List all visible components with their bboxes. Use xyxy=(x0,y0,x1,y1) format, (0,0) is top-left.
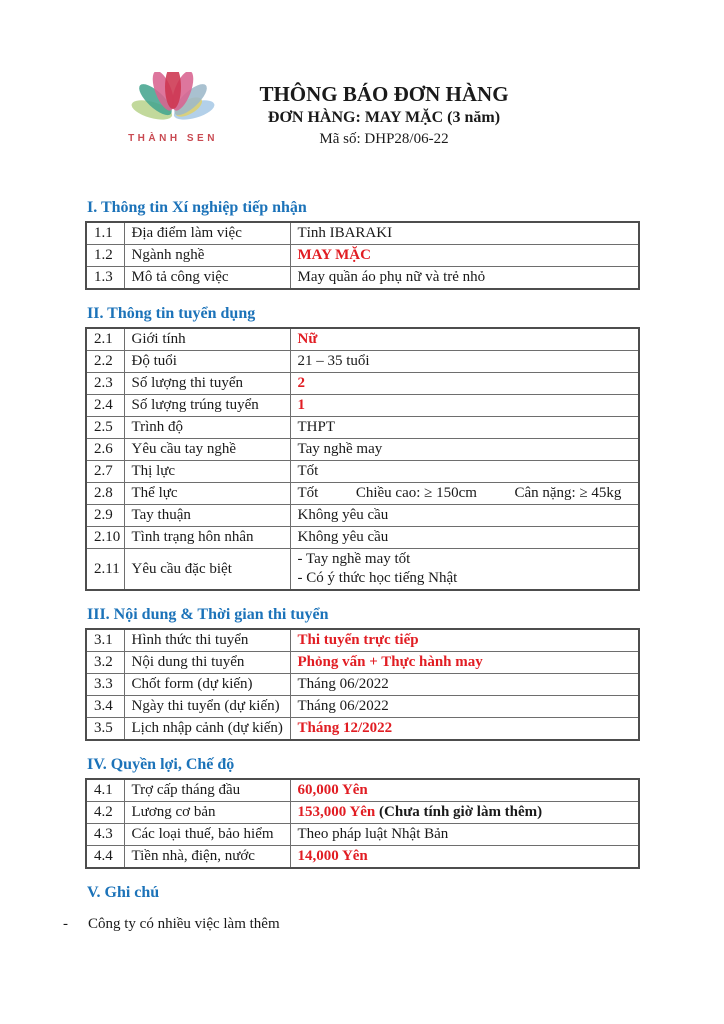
row-value xyxy=(290,779,639,802)
row-label: Lịch nhập cảnh (dự kiến) xyxy=(124,718,290,741)
value-line xyxy=(298,697,635,716)
document-title: THÔNG BÁO ĐƠN HÀNG xyxy=(259,82,509,106)
value-line xyxy=(298,224,635,243)
value-line xyxy=(298,506,635,525)
row-number: 2.7 xyxy=(86,461,124,483)
order-code: Mã số: DHP28/06-22 xyxy=(319,131,449,147)
table-row xyxy=(86,439,639,461)
row-number: 3.4 xyxy=(86,696,124,718)
row-value xyxy=(290,549,639,591)
section-heading-V: V. Ghi chú xyxy=(87,884,160,901)
row-number: 1.1 xyxy=(86,222,124,245)
value-line xyxy=(298,374,635,393)
row-label: Nội dung thi tuyển xyxy=(124,652,290,674)
value-line xyxy=(298,528,635,547)
row-number: 3.5 xyxy=(86,718,124,741)
value-line xyxy=(298,825,635,844)
row-label: Chốt form (dự kiến) xyxy=(124,674,290,696)
row-value xyxy=(290,222,639,245)
row-value xyxy=(290,328,639,351)
value-text: Tháng 06/2022 xyxy=(297,698,389,714)
value-line xyxy=(298,352,635,371)
row-value xyxy=(290,439,639,461)
row-number: 3.2 xyxy=(86,652,124,674)
value-line xyxy=(298,418,635,437)
section-heading-I: I. Thông tin Xí nghiệp tiếp nhận xyxy=(87,199,307,216)
value-text: Không yêu cầu xyxy=(297,529,389,545)
value-text: Thi tuyển trực tiếp xyxy=(297,632,419,648)
row-label: Ngày thi tuyển (dự kiến) xyxy=(124,696,290,718)
row-number: 2.6 xyxy=(86,439,124,461)
value-text: Theo pháp luật Nhật Bản xyxy=(297,826,449,842)
table-row xyxy=(86,824,639,846)
row-label: Tình trạng hôn nhân xyxy=(124,527,290,549)
value-text: Tháng 06/2022 xyxy=(297,676,389,692)
table-row xyxy=(86,718,639,741)
table-row xyxy=(86,527,639,549)
row-value xyxy=(290,483,639,505)
document-header xyxy=(0,0,724,162)
value-line xyxy=(298,440,635,459)
value-text: - Tay nghề may tốt xyxy=(297,551,411,567)
value-line xyxy=(298,396,635,415)
table-row xyxy=(86,652,639,674)
row-number: 2.10 xyxy=(86,527,124,549)
row-number: 2.2 xyxy=(86,351,124,373)
value-text: Không yêu cầu xyxy=(297,507,389,523)
row-value xyxy=(290,696,639,718)
section-heading-III: III. Nội dung & Thời gian thi tuyển xyxy=(87,606,329,623)
row-label: Giới tính xyxy=(124,328,290,351)
value-line xyxy=(298,653,635,672)
value-text: 14,000 Yên xyxy=(297,848,368,864)
row-label: Lương cơ bản xyxy=(124,802,290,824)
row-label: Độ tuổi xyxy=(124,351,290,373)
table-row xyxy=(86,267,639,290)
value-text: Tỉnh IBARAKI xyxy=(297,225,393,241)
value-text: - Có ý thức học tiếng Nhật xyxy=(297,570,458,586)
value-line xyxy=(298,484,635,503)
value-text: 21 – 35 tuổi xyxy=(297,353,370,369)
section-table-IV xyxy=(85,778,640,869)
row-label: Thể lực xyxy=(124,483,290,505)
row-label: Tay thuận xyxy=(124,505,290,527)
section-I xyxy=(85,199,640,290)
row-value xyxy=(290,505,639,527)
row-value xyxy=(290,846,639,869)
table-row xyxy=(86,417,639,439)
section-II xyxy=(85,305,640,591)
table-row xyxy=(86,802,639,824)
value-line xyxy=(298,631,635,650)
row-label: Số lượng trúng tuyển xyxy=(124,395,290,417)
row-number: 1.3 xyxy=(86,267,124,290)
row-label: Thị lực xyxy=(124,461,290,483)
section-table-I xyxy=(85,221,640,290)
value-text: Tốt xyxy=(297,463,319,479)
row-value xyxy=(290,351,639,373)
row-number: 2.11 xyxy=(86,549,124,591)
document-body xyxy=(63,199,640,934)
row-label: Số lượng thi tuyển xyxy=(124,373,290,395)
row-value xyxy=(290,461,639,483)
value-line xyxy=(298,781,635,800)
row-number: 2.5 xyxy=(86,417,124,439)
lotus-flower-icon xyxy=(123,72,223,132)
row-number: 3.1 xyxy=(86,629,124,652)
row-label: Mô tả công việc xyxy=(124,267,290,290)
header-text-block xyxy=(259,82,508,148)
row-number: 2.8 xyxy=(86,483,124,505)
row-number: 2.4 xyxy=(86,395,124,417)
value-text: 2 xyxy=(297,375,305,391)
row-value xyxy=(290,417,639,439)
row-label: Địa điểm làm việc xyxy=(124,222,290,245)
table-row xyxy=(86,629,639,652)
value-line xyxy=(298,803,635,822)
note-item xyxy=(63,915,640,934)
table-row xyxy=(86,395,639,417)
value-text: MAY MẶC xyxy=(297,247,371,263)
section-IV xyxy=(85,756,640,869)
table-row xyxy=(86,328,639,351)
row-value xyxy=(290,245,639,267)
section-III xyxy=(85,606,640,741)
row-number: 1.2 xyxy=(86,245,124,267)
row-value xyxy=(290,267,639,290)
value-line xyxy=(298,550,635,569)
table-row xyxy=(86,696,639,718)
row-value xyxy=(290,527,639,549)
value-text: THPT xyxy=(297,419,335,435)
section-table-II xyxy=(85,327,640,591)
order-subtitle: ĐƠN HÀNG: MAY MẶC (3 năm) xyxy=(267,109,501,126)
row-label: Trợ cấp tháng đầu xyxy=(124,779,290,802)
row-number: 2.1 xyxy=(86,328,124,351)
table-row xyxy=(86,846,639,869)
value-text: (Chưa tính giờ làm thêm) xyxy=(375,804,543,820)
row-value xyxy=(290,824,639,846)
row-value xyxy=(290,373,639,395)
row-label: Trình độ xyxy=(124,417,290,439)
value-line xyxy=(298,719,635,738)
value-line xyxy=(298,462,635,481)
row-number: 4.3 xyxy=(86,824,124,846)
table-row xyxy=(86,505,639,527)
value-text: Tay nghề may xyxy=(297,441,383,457)
table-row xyxy=(86,549,639,591)
row-value xyxy=(290,802,639,824)
value-text: Nữ xyxy=(297,331,318,347)
value-text: Tháng 12/2022 xyxy=(297,720,393,736)
row-number: 4.4 xyxy=(86,846,124,869)
row-number: 4.1 xyxy=(86,779,124,802)
row-value xyxy=(290,652,639,674)
value-line xyxy=(298,330,635,349)
table-row xyxy=(86,245,639,267)
value-text: Tốt Chiều cao: ≥ 150cm Cân nặng: ≥ 45kg xyxy=(297,485,622,501)
logo-brand-text: THÀNH SEN xyxy=(128,133,218,144)
row-value xyxy=(290,395,639,417)
row-number: 4.2 xyxy=(86,802,124,824)
table-row xyxy=(86,351,639,373)
row-label: Yêu cầu tay nghề xyxy=(124,439,290,461)
section-V xyxy=(63,884,640,934)
row-value xyxy=(290,674,639,696)
section-table-III xyxy=(85,628,640,741)
value-text: 153,000 Yên xyxy=(297,804,376,820)
table-row xyxy=(86,373,639,395)
table-row xyxy=(86,222,639,245)
bullet-dash: - xyxy=(63,916,68,932)
section-heading-IV: IV. Quyền lợi, Chế độ xyxy=(87,756,235,773)
value-line xyxy=(298,246,635,265)
table-row xyxy=(86,674,639,696)
row-value xyxy=(290,629,639,652)
note-text: Công ty có nhiều việc làm thêm xyxy=(88,916,280,932)
section-heading-II: II. Thông tin tuyển dụng xyxy=(87,305,256,322)
row-label: Hình thức thi tuyển xyxy=(124,629,290,652)
company-logo xyxy=(122,72,224,144)
table-row xyxy=(86,461,639,483)
value-text: 1 xyxy=(297,397,305,413)
value-line xyxy=(298,569,635,588)
row-number: 2.3 xyxy=(86,373,124,395)
value-text: Phỏng vấn + Thực hành may xyxy=(297,654,483,670)
row-value xyxy=(290,718,639,741)
row-label: Ngành nghề xyxy=(124,245,290,267)
table-row xyxy=(86,483,639,505)
row-label: Tiền nhà, điện, nước xyxy=(124,846,290,869)
table-row xyxy=(86,779,639,802)
row-number: 2.9 xyxy=(86,505,124,527)
value-line xyxy=(298,675,635,694)
value-line xyxy=(298,268,635,287)
value-text: May quần áo phụ nữ và trẻ nhỏ xyxy=(297,269,486,285)
value-line xyxy=(298,847,635,866)
row-label: Yêu cầu đặc biệt xyxy=(124,549,290,591)
value-text: 60,000 Yên xyxy=(297,782,368,798)
row-number: 3.3 xyxy=(86,674,124,696)
row-label: Các loại thuế, bảo hiểm xyxy=(124,824,290,846)
